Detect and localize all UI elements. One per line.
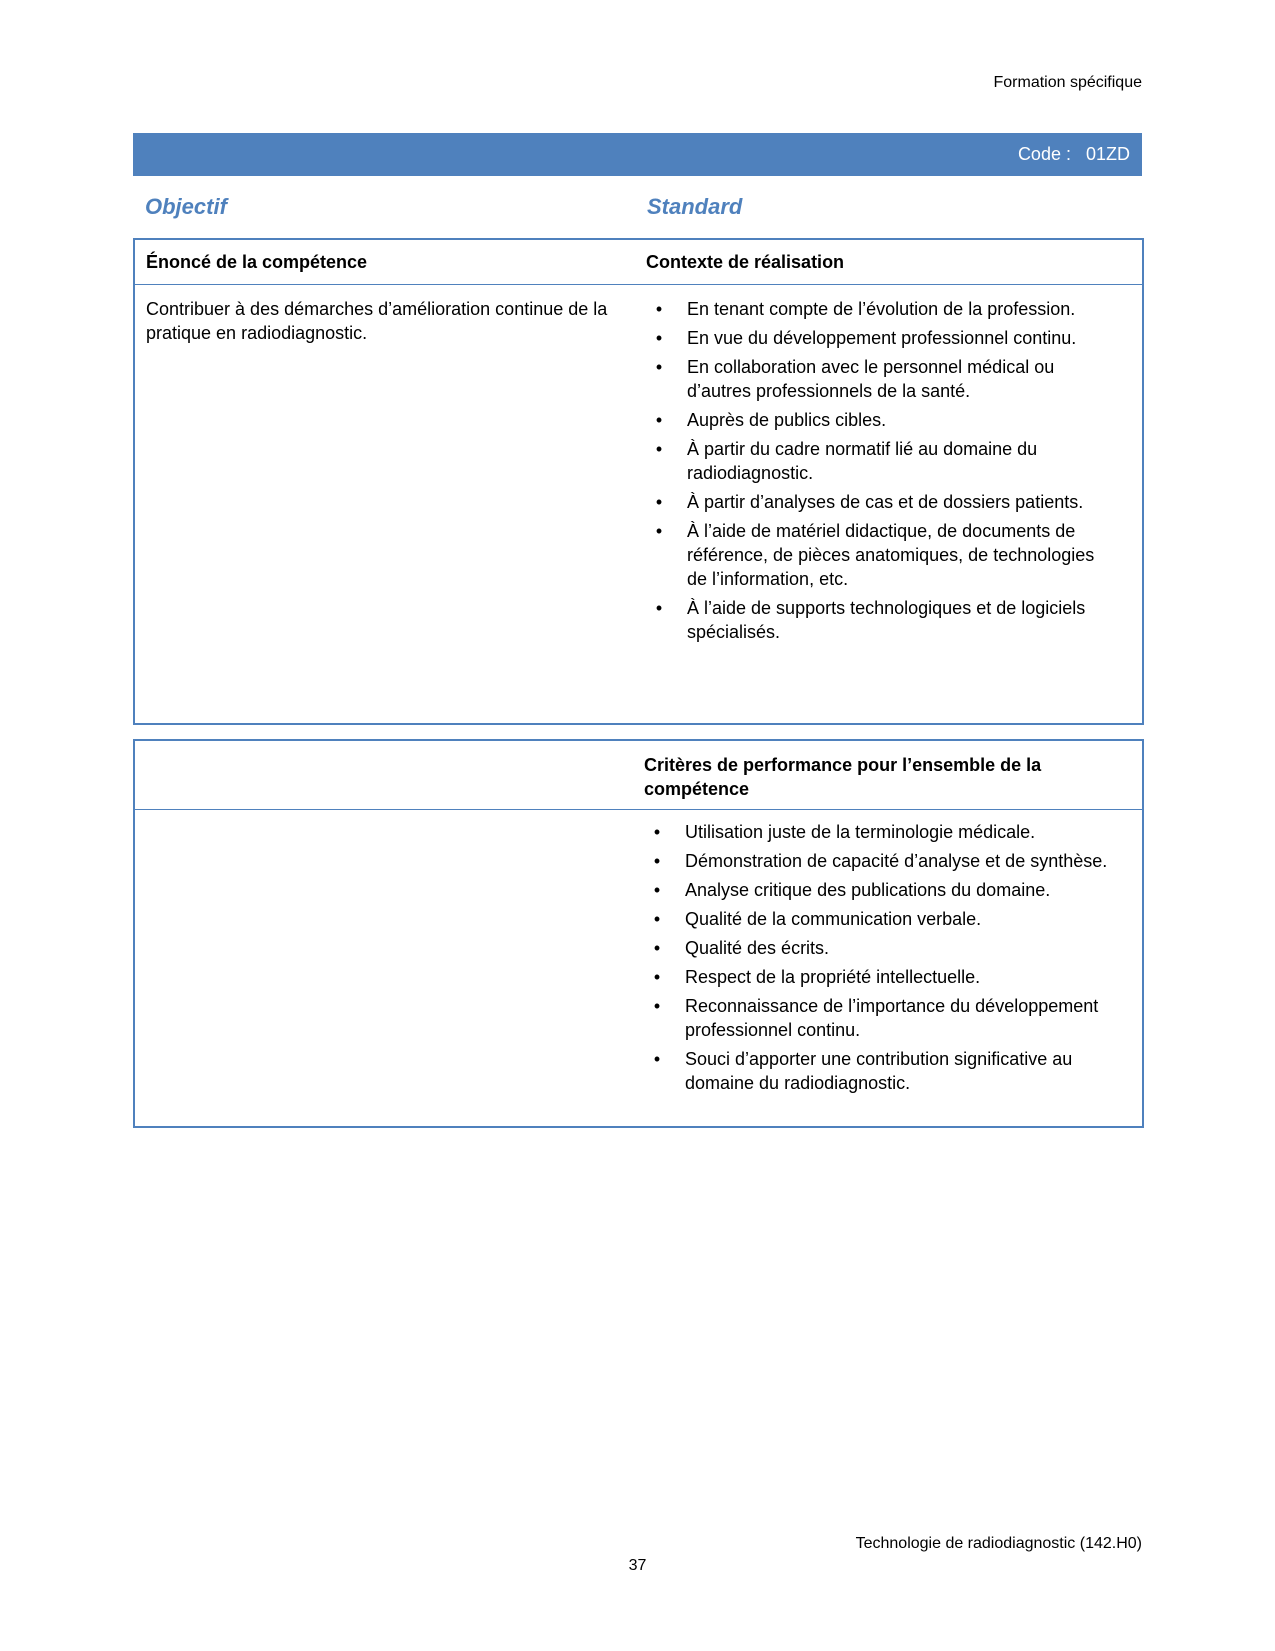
context-item [649, 519, 1119, 591]
criteria-item-text: Analyse critique des publications du domaine. [685, 880, 1051, 900]
context-item-text: En vue du développement professionnel continu. [687, 328, 1077, 348]
bullet-icon: • [653, 1049, 661, 1069]
context-item [649, 297, 1119, 321]
competency-code: Code : 01ZD [1017, 144, 1130, 164]
context-list [649, 297, 1119, 649]
footer-program: Technologie de radiodiagnostic (142.H0) [855, 1535, 1142, 1552]
criteria-box-body [135, 810, 1142, 1125]
criteria-box [133, 739, 1144, 1128]
criteria-item-text: Démonstration de capacité d’analyse et de synthèse. [685, 851, 1108, 871]
criteria-item-text: Qualité des écrits. [685, 938, 830, 958]
bullet-icon: • [653, 880, 661, 900]
bullet-icon: • [653, 967, 661, 987]
bullet-icon: • [653, 909, 661, 929]
context-item [649, 596, 1119, 644]
criteria-item-text: Qualité de la communication verbale. [685, 909, 982, 929]
context-item-text: À partir du cadre normatif lié au domaine du radiodiagnostic. [687, 439, 1038, 483]
context-item-text: À partir d’analyses de cas et de dossiers patients. [687, 492, 1084, 512]
bullet-icon: • [655, 357, 663, 377]
criteria-label: Critères de performance pour l’ensemble de la compétence [644, 755, 1042, 799]
bullet-icon: • [655, 492, 663, 512]
bullet-icon: • [653, 996, 661, 1016]
bullet-icon: • [655, 521, 663, 541]
context-item-text: En collaboration avec le personnel médical ou d’autres professionnels de la santé. [687, 357, 1055, 401]
bullet-icon: • [655, 328, 663, 348]
competence-box-header [135, 240, 1142, 285]
code-bar [133, 133, 1142, 176]
running-header: Formation spécifique [993, 74, 1142, 91]
context-item [649, 355, 1119, 403]
criteria-item [647, 907, 1117, 931]
criteria-item-text: Reconnaissance de l’importance du développement professionnel continu. [685, 996, 1099, 1040]
criteria-item-text: Utilisation juste de la terminologie médicale. [685, 822, 1036, 842]
criteria-item [647, 965, 1117, 989]
competence-box-body [135, 285, 1142, 722]
context-item [649, 490, 1119, 514]
criteria-box-header [135, 741, 1142, 810]
standard-heading: Standard [647, 194, 743, 219]
bullet-icon: • [653, 938, 661, 958]
context-item [649, 437, 1119, 485]
criteria-item [647, 936, 1117, 960]
competence-statement: Contribuer à des démarches d’amélioration continue de la pratique en radiodiagnostic. [146, 299, 608, 343]
criteria-item [647, 878, 1117, 902]
page-number: 37 [628, 1557, 647, 1574]
context-item-text: À l’aide de supports technologiques et de logiciels spécialisés. [687, 598, 1086, 642]
competence-statement-label: Énoncé de la compétence [146, 252, 368, 272]
context-item [649, 408, 1119, 432]
criteria-item [647, 1047, 1117, 1095]
context-item-text: Auprès de publics cibles. [687, 410, 887, 430]
context-item [649, 326, 1119, 350]
criteria-item-text: Souci d’apporter une contribution significative au domaine du radiodiagnostic. [685, 1049, 1073, 1093]
context-label: Contexte de réalisation [646, 252, 845, 272]
criteria-item [647, 849, 1117, 873]
criteria-item-text: Respect de la propriété intellectuelle. [685, 967, 981, 987]
bullet-icon: • [655, 439, 663, 459]
objective-heading: Objectif [145, 194, 227, 219]
bullet-icon: • [653, 851, 661, 871]
bullet-icon: • [655, 598, 663, 618]
context-item-text: À l’aide de matériel didactique, de documents de référence, de pièces anatomiques, de technologies de l’information, etc. [687, 521, 1095, 589]
criteria-item [647, 820, 1117, 844]
criteria-item [647, 994, 1117, 1042]
bullet-icon: • [653, 822, 661, 842]
bullet-icon: • [655, 410, 663, 430]
criteria-list [647, 820, 1117, 1100]
competence-box [133, 238, 1144, 725]
context-item-text: En tenant compte de l’évolution de la profession. [687, 299, 1076, 319]
bullet-icon: • [655, 299, 663, 319]
